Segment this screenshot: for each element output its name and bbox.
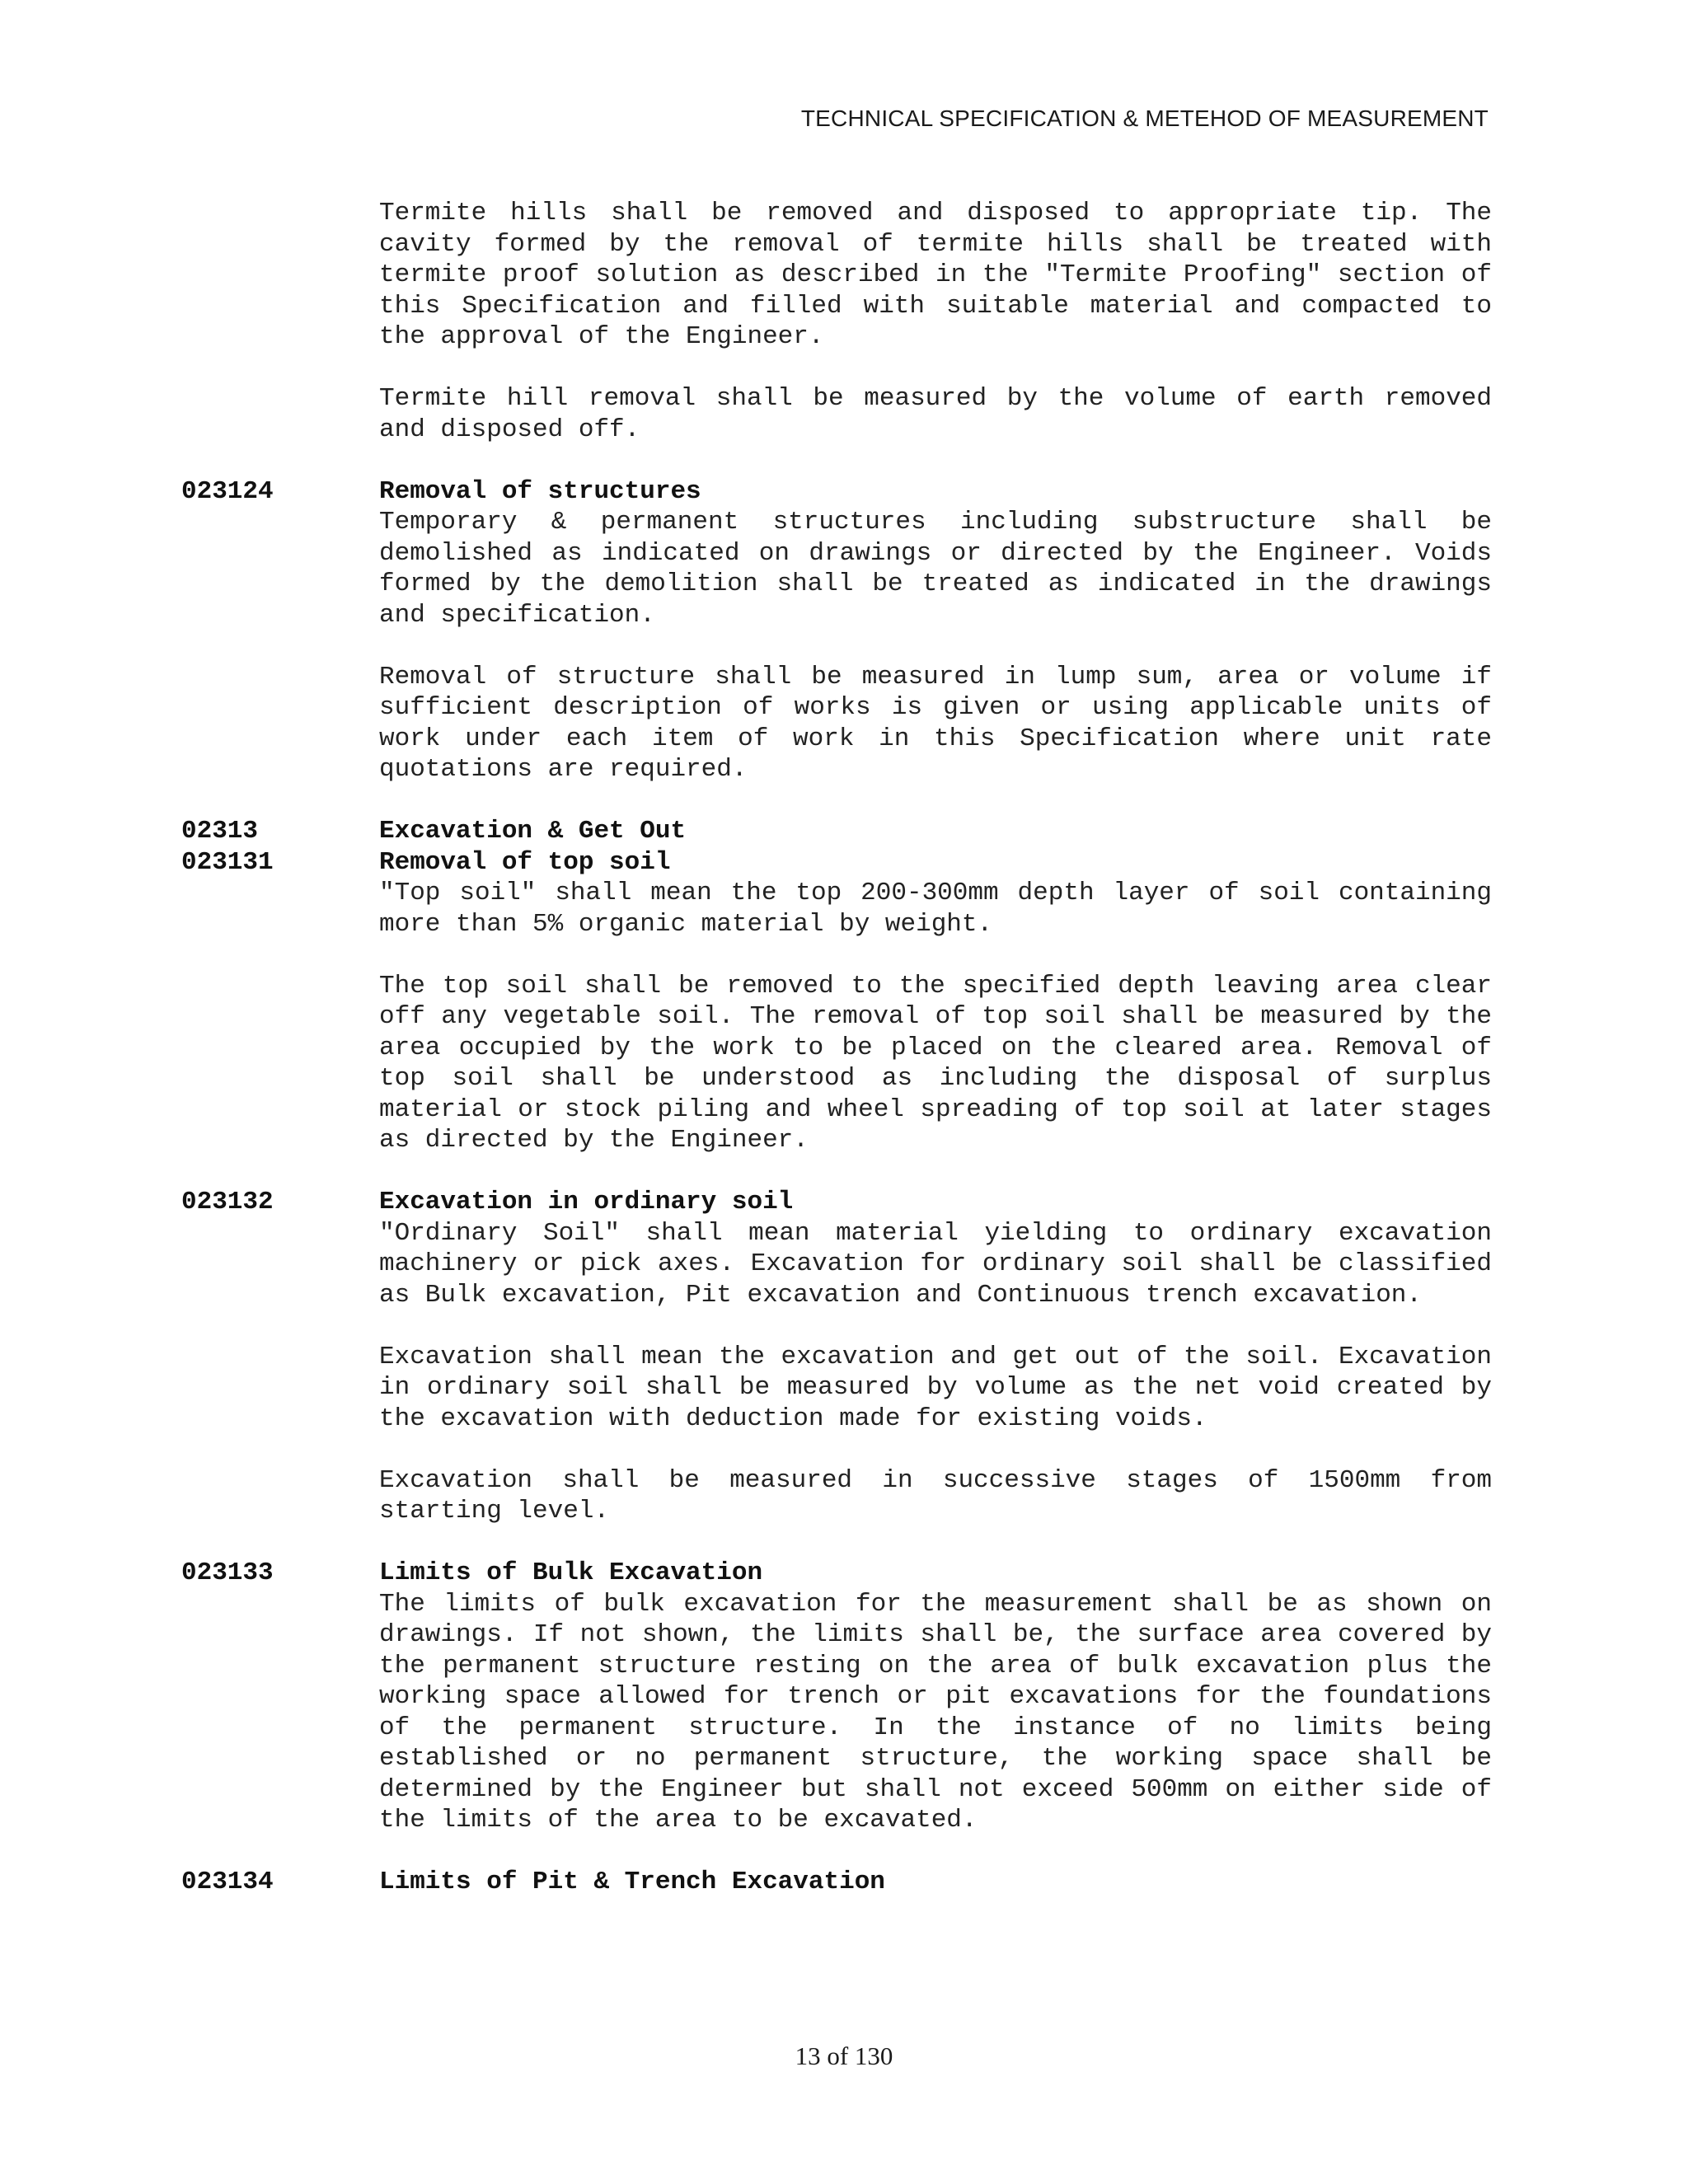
paragraph: Excavation shall mean the excavation and get out of the soil. Excavation in ordinary soil shall be measured by volume as the net void created by the excavation with deduction made for existing voids. [379, 1342, 1492, 1433]
paragraph: The limits of bulk excavation for the measurement shall be as shown on drawings. If not shown, the limits shall be, the surface area covered by the permanent structure resting on the area of bulk excavation plus the working space allowed for trench or pit excavations for the foundations of the permanent structure. In the instance of no limits being established or no permanent structure, the working space shall be determined by the Engineer but shall not exceed 500mm on either side of the limits of the area to be excavated. [379, 1589, 1492, 1835]
section-title: Limits of Pit & Trench Excavation [379, 1868, 885, 1896]
section-heading-023124 [181, 476, 1492, 508]
paragraph-gap [181, 445, 1492, 476]
paragraph-gap [181, 1527, 1492, 1558]
paragraph-gap [181, 1310, 1492, 1342]
paragraph-gap [181, 1836, 1492, 1868]
paragraph-gap [181, 630, 1492, 662]
section-title: Excavation in ordinary soil [379, 1188, 794, 1216]
paragraph: Excavation shall be measured in successive stages of 1500mm from starting level. [379, 1465, 1492, 1526]
section-heading-023134 [181, 1867, 1492, 1898]
paragraph-gap [181, 940, 1492, 971]
section-heading-023133 [181, 1558, 1492, 1589]
paragraph-gap [181, 1156, 1492, 1188]
paragraph-gap [181, 353, 1492, 384]
section-title: Limits of Bulk Excavation [379, 1558, 763, 1587]
section-heading-023132 [181, 1187, 1492, 1218]
paragraph-gap [181, 785, 1492, 817]
paragraph: Termite hills shall be removed and disposed to appropriate tip. The cavity formed by the removal of termite hills shall be treated with termite proof solution as described in the "Termite Proofing" section of this Specification and filled with suitable material and compacted to the approval of the Engineer. [379, 199, 1492, 351]
section-number: 023134 [181, 1868, 274, 1896]
paragraph: "Top soil" shall mean the top 200-300mm depth layer of soil containing more than 5% organic material by weight. [379, 879, 1492, 939]
paragraph: Termite hill removal shall be measured by the volume of earth removed and disposed off. [379, 384, 1492, 444]
paragraph: Temporary & permanent structures including substructure shall be demolished as indicated on drawings or directed by the Engineer. Voids formed by the demolition shall be treated as indicated in the drawings and specification. [379, 508, 1492, 630]
section-number: 023131 [181, 847, 274, 877]
section-number: 023124 [181, 476, 274, 506]
document-body [181, 198, 1492, 1898]
paragraph: Removal of structure shall be measured in lump sum, area or volume if sufficient description of works is given or using applicable units of work under each item of work in this Specification where unit rate quotations are required. [379, 662, 1492, 784]
section-title: Removal of top soil [379, 847, 671, 877]
section-heading-02313 [181, 816, 1492, 847]
section-number: 02313 [181, 817, 259, 846]
page-number: 13 of 130 [795, 2041, 893, 2070]
paragraph: The top soil shall be removed to the specified depth leaving area clear off any vegetable soil. The removal of top soil shall be measured by the area occupied by the work to be placed on the cleared area. Removal of top soil shall be understood as including the disposal of surplus material or stock piling and wheel spreading of top soil at later stages as directed by the Engineer. [379, 971, 1492, 1155]
section-title: Excavation & Get Out [379, 817, 687, 846]
section-heading-023131 [181, 847, 1492, 879]
section-number: 023132 [181, 1188, 274, 1216]
paragraph-gap [181, 1434, 1492, 1465]
section-title: Removal of structures [379, 476, 701, 506]
section-number: 023133 [181, 1558, 274, 1587]
paragraph: "Ordinary Soil" shall mean material yielding to ordinary excavation machinery or pick axes. Excavation for ordinary soil shall be classified as Bulk excavation, Pit excavation and Continuous trench excavation. [379, 1218, 1492, 1310]
running-header: TECHNICAL SPECIFICATION & METEHOD OF MEASUREMENT [800, 105, 1489, 131]
